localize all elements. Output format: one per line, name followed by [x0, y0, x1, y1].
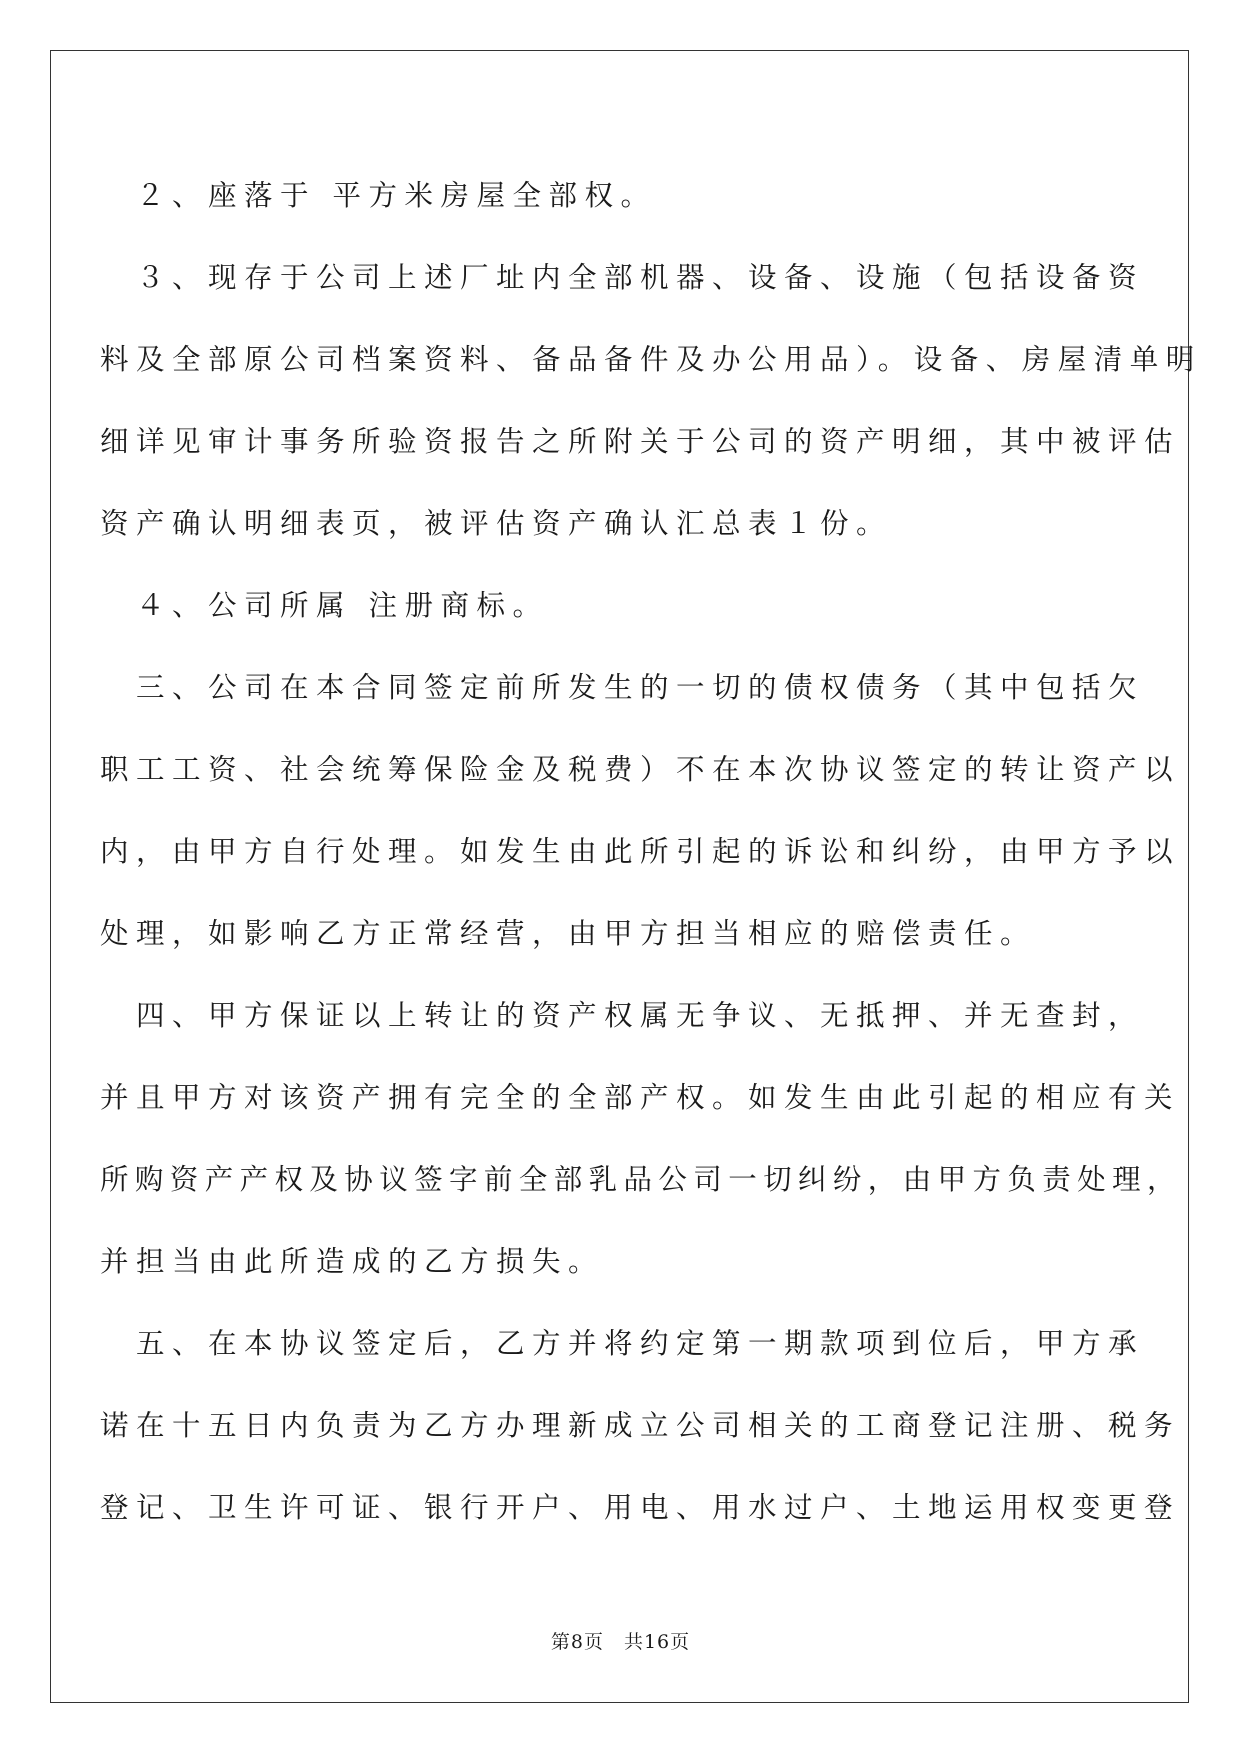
text-line: 资产确认明细表页，被评估资产确认汇总表１份。	[100, 507, 893, 540]
text-line: 所购资产产权及协议签字前全部乳品公司一切纠纷，由甲方负责处理，	[100, 1163, 1182, 1196]
text-line: 诺在十五日内负责为乙方办理新成立公司相关的工商登记注册、税务	[100, 1409, 1181, 1442]
text-line: 处理，如影响乙方正常经营，由甲方担当相应的赔偿责任。	[100, 917, 1037, 950]
page-number: 第8页 共16页	[550, 1631, 691, 1653]
text-line: 料及全部原公司档案资料、备品备件及办公用品）。设备、房屋清单明	[100, 343, 1202, 376]
text-line: 四、甲方保证以上转让的资产权属无争议、无抵押、并无查封，	[100, 999, 1145, 1032]
text-line: 并且甲方对该资产拥有完全的全部产权。如发生由此引起的相应有关	[100, 1081, 1181, 1114]
text-line: ４、公司所属 注册商标。	[100, 589, 549, 622]
text-line: 细详见审计事务所验资报告之所附关于公司的资产明细，其中被评估	[100, 425, 1181, 458]
text-line: 三、公司在本合同签定前所发生的一切的债权债务（其中包括欠	[100, 671, 1145, 704]
text-line: 五、在本协议签定后，乙方并将约定第一期款项到位后，甲方承	[100, 1327, 1145, 1360]
text-line: 并担当由此所造成的乙方损失。	[100, 1245, 605, 1278]
text-line: ２、座落于 平方米房屋全部权。	[100, 179, 657, 212]
text-line: ３、现存于公司上述厂址内全部机器、设备、设施（包括设备资	[100, 261, 1145, 294]
text-line: 职工工资、社会统筹保险金及税费）不在本次协议签定的转让资产以	[100, 753, 1181, 786]
text-line: 登记、卫生许可证、银行开户、用电、用水过户、土地运用权变更登	[100, 1491, 1181, 1524]
document-body	[100, 178, 1202, 1572]
text-line: 内，由甲方自行处理。如发生由此所引起的诉讼和纠纷，由甲方予以	[100, 835, 1181, 868]
